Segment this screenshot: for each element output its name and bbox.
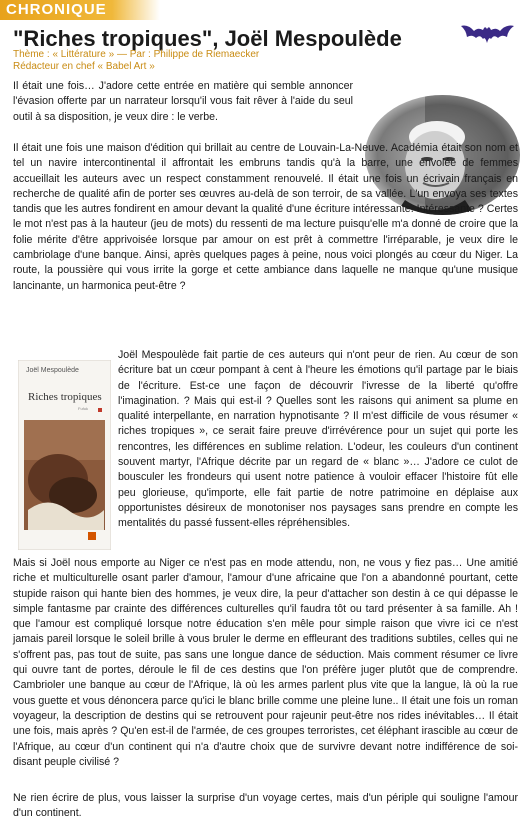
paragraph-publisher: Il était une fois une maison d'édition qui brillait au centre de Louvain-La-Neuve. Académia était son nom et tel un navire intercontinental il affrontait les embruns tandis qu'à la barre, une envolée de femmes accueillait les auteurs avec un respect constamment renouvelé. Il était une fois un écrivain français en recherche de qualité afin de porter ses œuvres au-delà de son terroir, de sa vallée. L'un envoya ses textes tandis que les autres fondirent en amour devant la qualité d'une écriture intéressante. Intéressante ? Certes le mot n'est pas à la hauteur (jeu de mots) du ressenti de ma lecture puisqu'elle m'a donné de croire que la folie mérite d'être apprivoisée lorsque par amour on est prêt à commettre l'irréparable, je veux dire le cambriolage d'une banque. Ainsi, après quelques pages à peine, nous voici plongés au cœur du Niger. La route, la poussière qui vous irrite la gorge et cette ambiance dans laquelle ne manque qu'une musique lancinante, un harmonica peut-être ? <box>13 142 518 292</box>
paragraph-story: Mais si Joël nous emporte au Niger ce n'est pas en mode attendu, non, ne vous y fiez pas… Une amitié riche et multiculturelle osant parler d'amour, l'amour d'une africaine que l'on a abandonné pourtant, cette stupide raison qui hante bien des hommes, je veux dire, la peur d'attacher son destin à ce qui dépasse le simple fantasme par crainte des différences culturelles qu'il faudra tôt ou tard présenter à sa famille. Ah ! que l'amour est compliqué lorsque notre éducation s'en mêle pour simple raison que vivre ici ce n'est jamais pareil lorsque le soleil brille à vous bruler le derme en effleurant des traditions subtiles, celles qui ne s'offrent pas, pas tout de suite, pas sans une longue dance de séduction. Mais comment résumer ce livre qui ouvre tant de portes, déroule le fil de ces destins que l'on préfère juger plutôt que de comprendre. Cambrioler une banque au cœur de l'Afrique, là où les armes parlent plus vite que la langue, là où la rue vous guette et vous dénoncera parce qu'ici le blanc brille comme une pleine lune.. Il était une fois un roman voyageur, la description de destins qui se retrouvent pour rajeunir peut-être nos rides inévitables… Il était une fois, mais après ? Qu'en est-il de l'armée, de ces groupes terroristes, cet éléphant irascible au cœur de l'Afrique, au cœur d'un continent qui n'a d'autre choix que de survivre devant notre indifférence de soi-disant peuple civilisé ? <box>13 557 518 768</box>
book-author: Joël Mespoulède <box>26 367 79 374</box>
book-subtitle: Fufuk <box>78 406 89 411</box>
section-label: CHRONIQUE <box>6 1 107 18</box>
theme-line: Thème : « Littérature » — Par : Philippe de Riemaecker <box>13 49 260 60</box>
book-title: Riches tropiques <box>28 391 102 403</box>
editor-line: Rédacteur en chef « Babel Art » <box>13 61 155 72</box>
section-banner <box>0 0 160 20</box>
bat-logo-icon <box>460 20 515 46</box>
paragraph-conclusion: Ne rien écrire de plus, vous laisser la surprise d'un voyage certes, mais d'un périple qui souligne l'amour d'un continent. <box>13 792 518 820</box>
paragraph-intro: Il était une fois… J'adore cette entrée en matière qui semble annoncer l'évasion offerte par un narrateur lorsqu'il vous fait rêver à l'aide du seul outil à sa disposition, je veux dire : le verbe. <box>13 80 353 123</box>
book-cover <box>18 360 111 550</box>
paragraph-author: Joël Mespoulède fait partie de ces auteurs qui n'ont peur de rien. Au cœur de son écriture bat un cœur pompant à cent à l'heure les émotions qu'il partage par le biais de l'écriture. Est-ce une façon de découvrir l'ivresse de la liberté qu'offre l'imagination. ? Mais qui est-il ? Quelles sont les raisons qui animent sa plume en qualité interpellante, en narration hypnotisante ? Il m'est difficile de vous résumer « riches tropiques », ce serait faire preuve d'irrévérence pour un sujet qui porte les rencontres, les différences en sublime relation. L'odeur, les couleurs d'un continent souvent martyr, l'Afrique décrite par un regard de « blanc »… J'adore ce culot de bousculer les frondeurs qui usent notre patience à vouloir effacer l'histoire fût elle peu glorieuse, qu'importe, elle fait partie de notre patrimoine en déplaise aux opportunistes désireux de monotoniser nos paysages sans prendre en compte les mentalités du passé fussent-elles répréhensibles. <box>118 349 518 530</box>
article-title: "Riches tropiques", Joël Mespoulède <box>13 26 402 51</box>
byline <box>13 49 259 73</box>
